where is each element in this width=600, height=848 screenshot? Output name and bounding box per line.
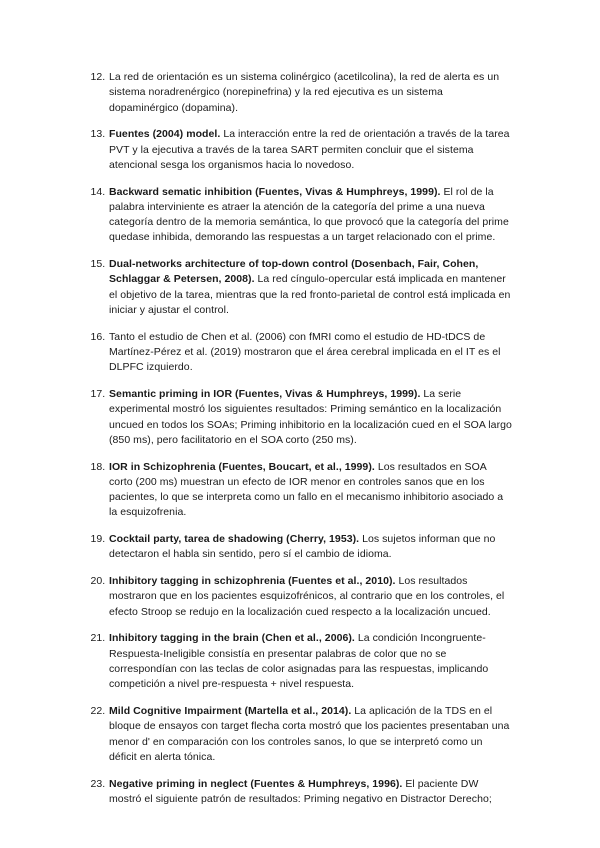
item-body: Los resultados en SOA corto (200 ms) muestran un efecto de IOR menor en controles sanos que en los pacientes, lo que se interpreta como un fallo en el mecanismo inhibitorio asociado a la esquizofrenia. <box>109 460 504 519</box>
list-item <box>91 532 512 563</box>
list-item <box>91 330 512 376</box>
list-item <box>91 70 512 116</box>
item-body: Tanto el estudio de Chen et al. (2006) con fMRI como el estudio de HD-tDCS de Martínez-Pérez et al. (2019) mostraron que el área cerebral implicada en el IT es el DLPFC izquierdo. <box>109 330 501 374</box>
item-body: La red de orientación es un sistema colinérgico (acetilcolina), la red de alerta es un sistema noradrenérgico (norepinefrina) y la red ejecutiva es un sistema dopaminérgico (dopamina). <box>109 71 500 114</box>
item-body: La aplicación de la TDS en el bloque de ensayos con target flecha corta mostró que los pacientes presentaban una menor d' en comparación con los controles sanos, lo que se interpretó como un déficit en alerta tónica. <box>109 705 510 763</box>
item-number: 15. <box>90 258 106 271</box>
item-number: 20. <box>90 575 106 588</box>
item-title: Negative priming in neglect (Fuentes & Humphreys, 1996). <box>109 777 403 790</box>
item-title: Inhibitory tagging in schizophrenia (Fuentes et al., 2010). <box>109 575 396 588</box>
item-number: 23. <box>90 777 106 790</box>
item-number: 13. <box>90 128 106 141</box>
list-item <box>91 127 512 173</box>
item-number: 21. <box>90 632 106 645</box>
list-item <box>91 777 512 808</box>
list-item <box>91 185 512 246</box>
item-title: Dual-networks architecture of top-down control (Dosenbach, Fair, Cohen, Schlaggar & Petersen, 2008). <box>109 258 479 286</box>
item-body: El paciente DW mostró el siguiente patrón de resultados: Priming negativo en Distractor Derecho; <box>109 777 492 805</box>
item-title: Cocktail party, tarea de shadowing (Cherry, 1953). <box>109 533 360 546</box>
list-item <box>91 704 512 765</box>
list-item <box>91 574 512 620</box>
item-title: Mild Cognitive Impairment (Martella et al., 2014). <box>109 705 352 717</box>
item-title: Semantic priming in IOR (Fuentes, Vivas & Humphreys, 1999). <box>109 388 421 400</box>
item-title: Inhibitory tagging in the brain (Chen et al., 2006). <box>109 632 355 645</box>
item-body: La serie experimental mostró los siguientes resultados: Priming semántico en la localización uncued en todos los SOAs; Priming inhibitorio en la localización cued en el SOA largo (850 ms), pero facilitatorio en el SOA corto (250 ms). <box>109 388 512 446</box>
item-number: 22. <box>90 705 106 717</box>
item-body: La condición Incongruente-Respuesta-Ineligible consistía en presentar palabras de color que no se correspondían con las teclas de color asignadas para las respuestas, implicando competición a nivel pre-respuesta + nivel respuesta. <box>109 632 489 691</box>
item-body: El rol de la palabra interviniente es atraer la atención de la categoría del prime a una nueva categoría dentro de la memoria semántica, lo que provocó que la categoría del prime quedase inhibida, demorando las respuestas a un target relacionado con el prime. <box>109 185 509 244</box>
item-title: Backward sematic inhibition (Fuentes, Vivas & Humphreys, 1999). <box>109 185 441 198</box>
item-number: 14. <box>90 185 106 198</box>
item-number: 16. <box>90 330 106 343</box>
item-number: 18. <box>90 460 106 473</box>
item-body: La red cíngulo-opercular está implicada en mantener el objetivo de la tarea, mientras que la red fronto-parietal de control está implicada en iniciar y ajustar el control. <box>109 273 511 317</box>
item-title: Fuentes (2004) model. <box>109 128 221 141</box>
item-number: 17. <box>90 388 106 400</box>
list-item <box>91 387 512 448</box>
list-item <box>91 460 512 521</box>
item-number: 12. <box>90 71 106 83</box>
item-body: Los resultados mostraron que en los pacientes esquizofrénicos, al contrario que en los controles, el efecto Stroop se redujo en la localización cued respecto a la localización uncued. <box>109 575 505 618</box>
list-item <box>91 257 512 318</box>
numbered-list <box>91 70 512 807</box>
item-number: 19. <box>90 533 106 546</box>
item-body: Los sujetos informan que no detectaron el habla sin sentido, pero sí el cambio de idioma. <box>109 533 496 561</box>
item-title: IOR in Schizophrenia (Fuentes, Boucart, et al., 1999). <box>109 460 375 473</box>
list-item <box>91 631 512 692</box>
item-body: La interacción entre la red de orientación a través de la tarea PVT y la ejecutiva a través de la tarea SART permiten concluir que el sistema atencional sesga los organismos hacia lo novedoso. <box>109 128 510 171</box>
